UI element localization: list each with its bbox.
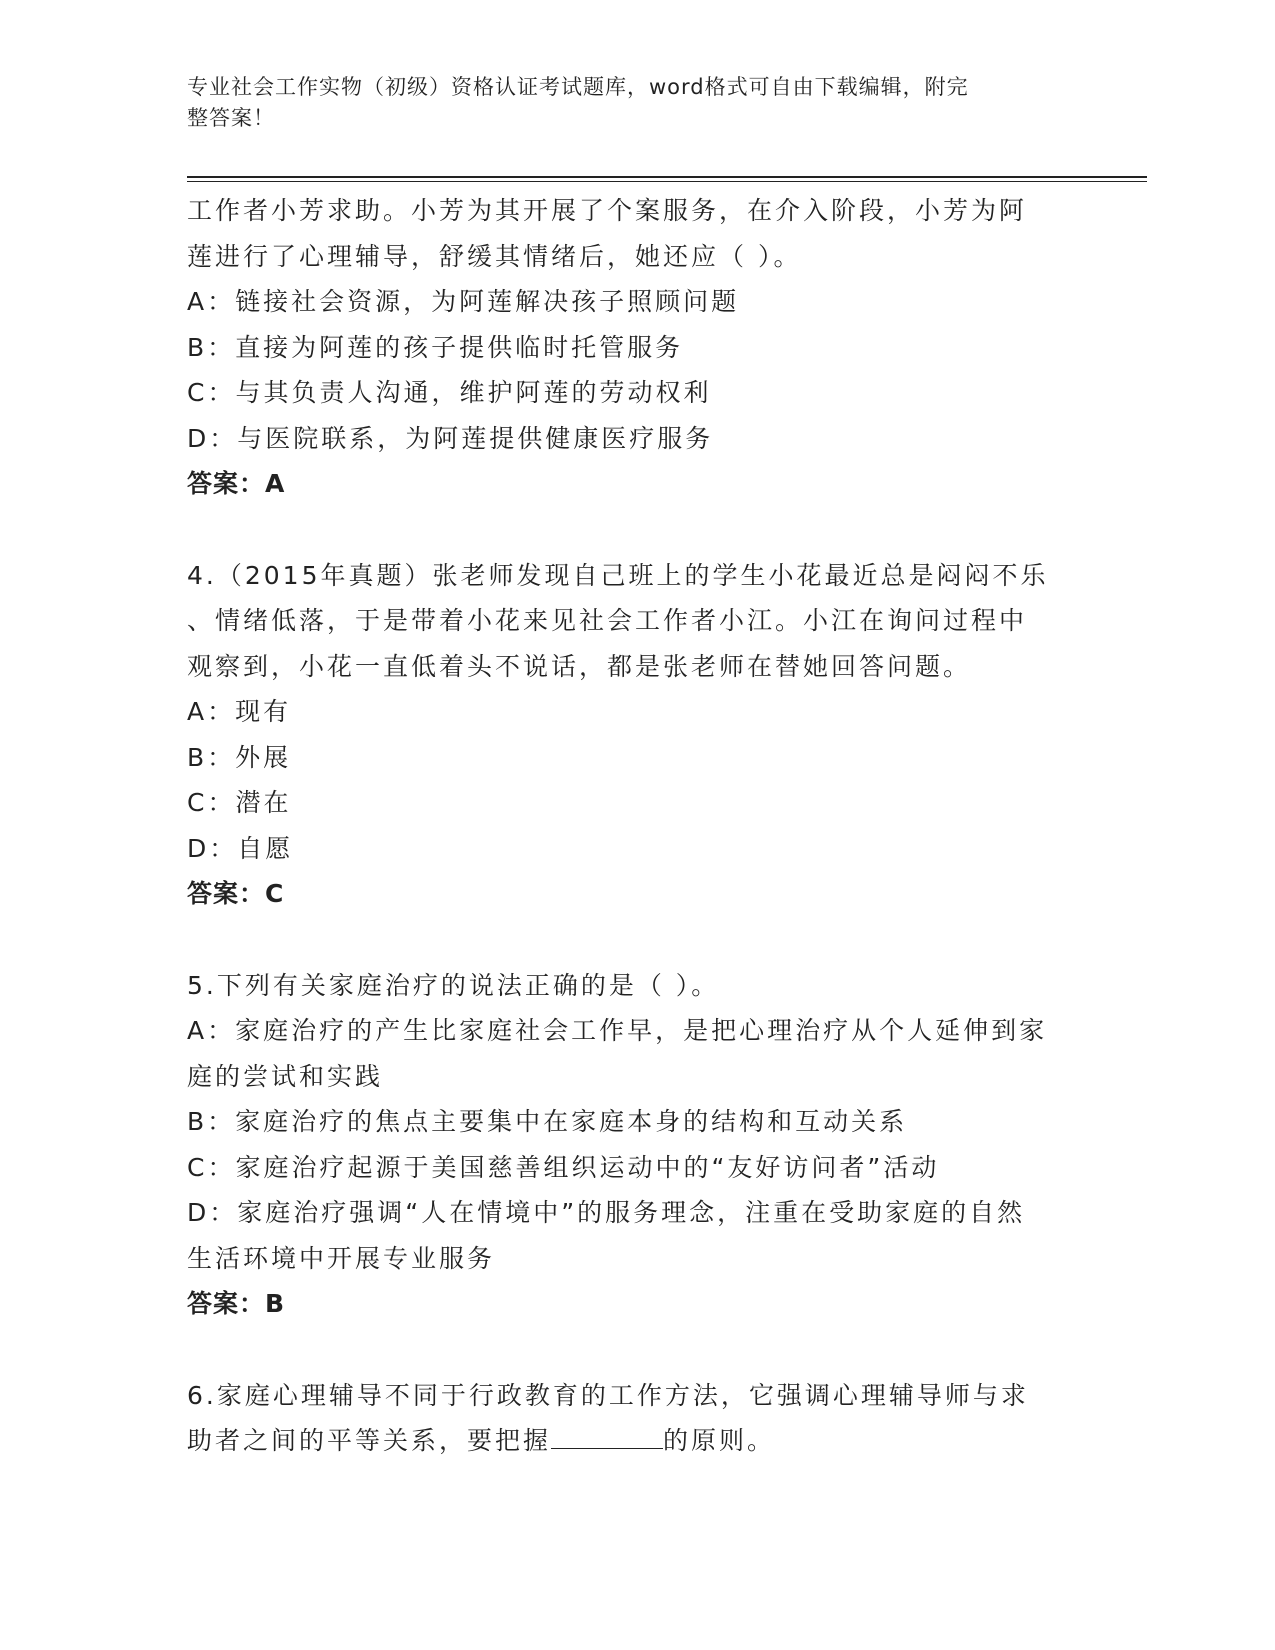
- option-a: A：现有: [187, 697, 292, 726]
- question-content: [187, 188, 1067, 1464]
- spacer: [187, 507, 1067, 553]
- option-d: D：与医院联系，为阿莲提供健康医疗服务: [187, 423, 714, 453]
- question-5: [187, 963, 1067, 1327]
- option-b: B：外展: [187, 742, 292, 772]
- stem-text-before-blank: 助者之间的平等关系，要把握: [187, 1426, 552, 1455]
- question-stem-line: 、情绪低落，于是带着小花来见社会工作者小江。小江在询问过程中: [187, 606, 1028, 635]
- question-stem-line: 6.家庭心理辅导不同于行政教育的工作方法，它强调心理辅导师与求: [187, 1380, 1029, 1410]
- page-header: [187, 72, 1067, 134]
- option-d: D：自愿: [187, 833, 294, 863]
- header-rule-thin: [187, 181, 1147, 182]
- question-6: [187, 1373, 1067, 1464]
- option-d: D：家庭治疗强调“人在情境中”的服务理念，注重在受助家庭的自然: [187, 1198, 1026, 1227]
- spacer: [187, 1327, 1067, 1373]
- fill-in-blank: [551, 1422, 663, 1449]
- header-line-1: 专业社会工作实物（初级）资格认证考试题库，word格式可自由下载编辑，附完: [187, 75, 969, 99]
- answer-label: 答案：C: [187, 879, 285, 908]
- question-stem-line: [187, 1418, 1067, 1464]
- option-b: B：直接为阿莲的孩子提供临时托管服务: [187, 332, 684, 362]
- spacer: [187, 917, 1067, 963]
- option-a: A：链接社会资源，为阿莲解决孩子照顾问题: [187, 287, 740, 316]
- header-rule-thick: [187, 176, 1147, 178]
- option-d-continued: 生活环境中开展专业服务: [187, 1243, 496, 1273]
- question-3: [187, 188, 1067, 507]
- question-stem-line: 观察到，小花一直低着头不说话，都是张老师在替她回答问题。: [187, 651, 972, 681]
- option-b: B：家庭治疗的焦点主要集中在家庭本身的结构和互动关系: [187, 1107, 908, 1136]
- header-line-2: 整答案！: [187, 106, 275, 130]
- question-stem-line: 4.（2015年真题）张老师发现自己班上的学生小花最近总是闷闷不乐: [187, 560, 1049, 590]
- answer-label: 答案：A: [187, 469, 286, 498]
- answer-label: 答案：B: [187, 1289, 286, 1318]
- option-c: C：潜在: [187, 788, 292, 817]
- option-a-continued: 庭的尝试和实践: [187, 1061, 384, 1091]
- question-stem-line: 工作者小芳求助。小芳为其开展了个案服务，在介入阶段，小芳为阿: [187, 196, 1028, 225]
- stem-text-after-blank: 的原则。: [663, 1426, 776, 1455]
- option-c: C：家庭治疗起源于美国慈善组织运动中的“友好访问者”活动: [187, 1152, 940, 1182]
- option-a: A：家庭治疗的产生比家庭社会工作早，是把心理治疗从个人延伸到家: [187, 1016, 1048, 1045]
- option-c: C：与其负责人沟通，维护阿莲的劳动权利: [187, 378, 712, 407]
- question-stem-line: 莲进行了心理辅导，舒缓其情绪后，她还应（ ）。: [187, 241, 802, 271]
- question-stem-line: 5.下列有关家庭治疗的说法正确的是（ ）。: [187, 970, 720, 1000]
- question-4: [187, 553, 1067, 917]
